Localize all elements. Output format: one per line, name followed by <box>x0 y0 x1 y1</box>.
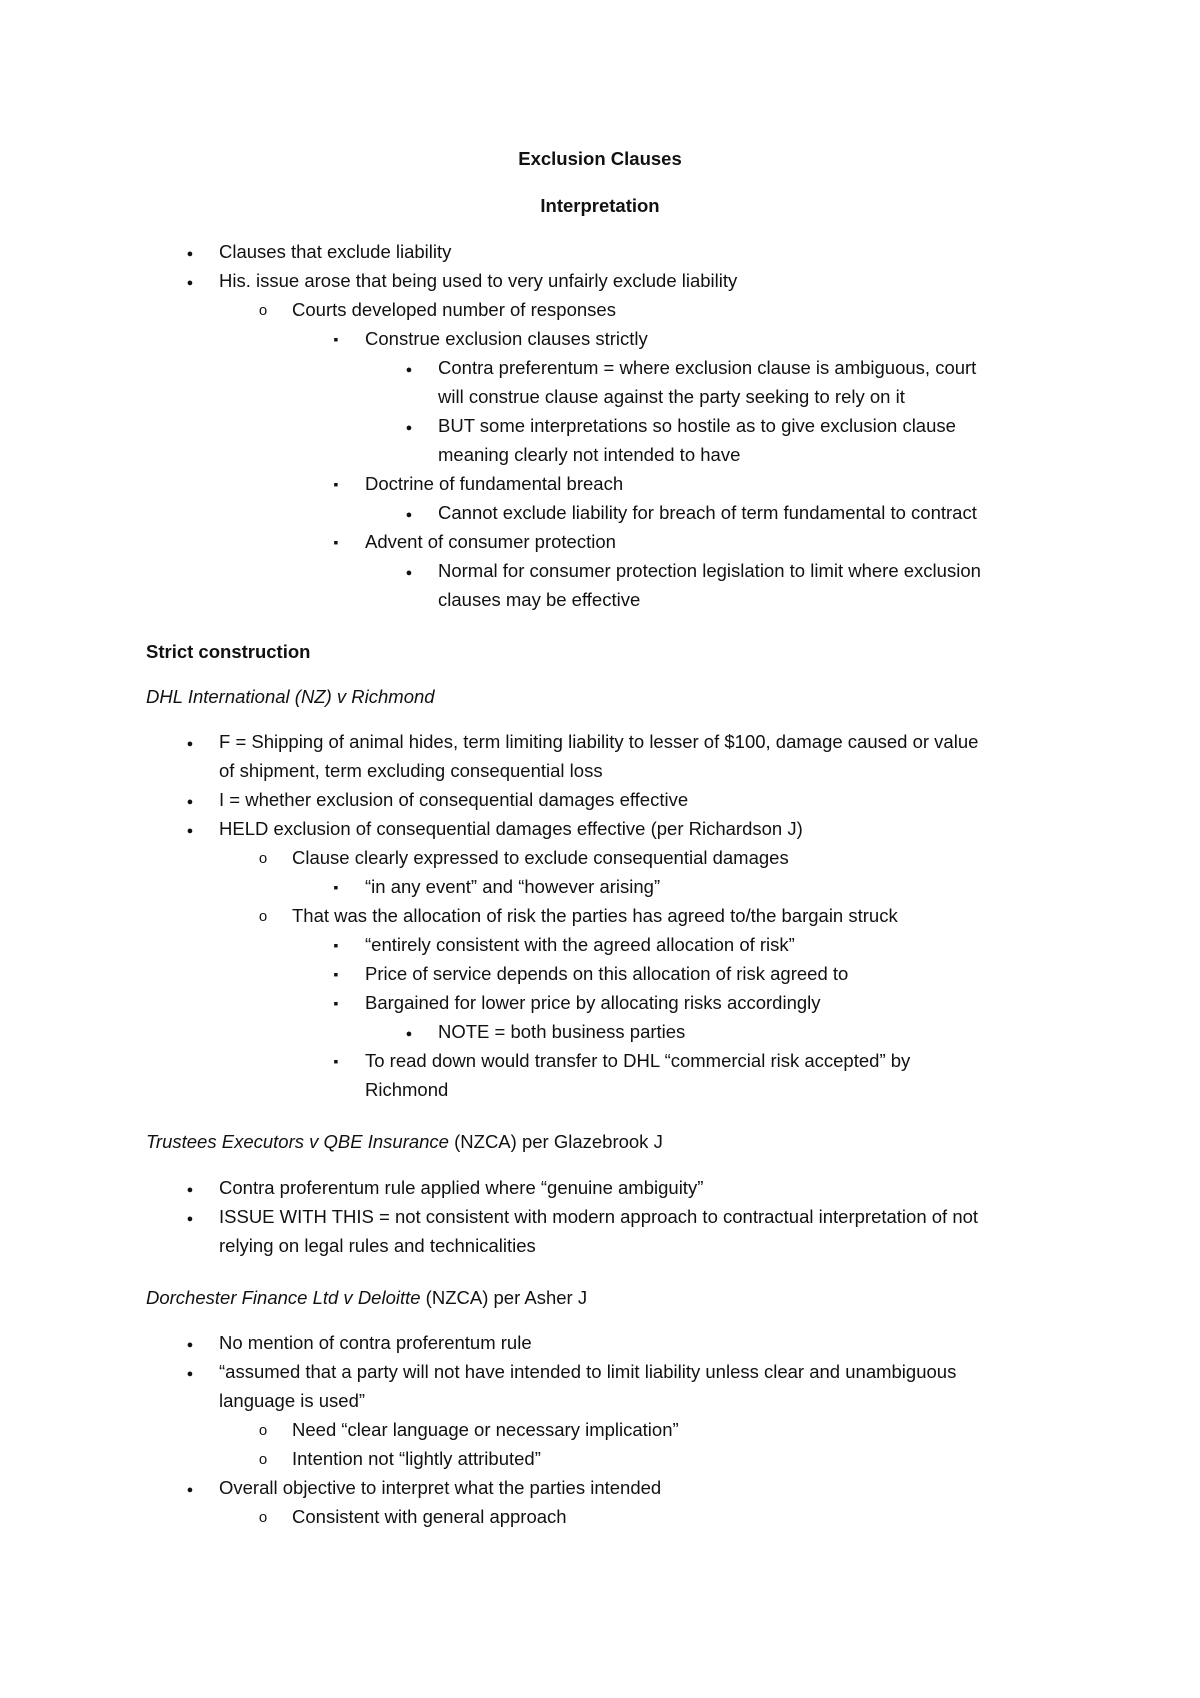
bullet-dot <box>180 1205 200 1231</box>
list-item: Contra preferentum = where exclusion clause is ambiguous, court <box>438 357 977 378</box>
list-item: That was the allocation of risk the parties has agreed to/the bargain struck <box>292 905 898 926</box>
section-title-interpretation: Interpretation <box>540 195 660 216</box>
bullet-dot <box>180 240 200 266</box>
bullet-dot <box>180 269 200 295</box>
case-title: Trustees Executors v QBE Insurance <box>146 1131 449 1152</box>
document-title: Exclusion Clauses <box>518 148 682 169</box>
list-item: Overall objective to interpret what the parties intended <box>219 1477 662 1498</box>
bullet-square <box>326 933 346 957</box>
list-item: Cannot exclude liability for breach of term fundamental to contract <box>438 502 977 523</box>
case-title: Dorchester Finance Ltd v Deloitte <box>146 1287 421 1308</box>
case-name <box>146 1130 663 1154</box>
bullet-dot <box>180 1476 200 1502</box>
list-item: Construe exclusion clauses strictly <box>365 328 648 349</box>
list-item-continuation: will construe clause against the party seeking to rely on it <box>438 386 905 407</box>
bullet-dot <box>180 730 200 756</box>
list-item: Doctrine of fundamental breach <box>365 473 624 494</box>
list-item: Advent of consumer protection <box>365 531 616 552</box>
list-item-continuation: of shipment, term excluding consequential loss <box>219 760 603 781</box>
case-court: (NZCA) per Glazebrook J <box>448 1131 663 1152</box>
bullet-circle <box>253 904 273 929</box>
case-court: (NZCA) per Asher J <box>420 1287 588 1308</box>
list-item: Bargained for lower price by allocating risks accordingly <box>365 992 821 1013</box>
list-item-continuation: relying on legal rules and technicalities <box>219 1235 536 1256</box>
list-item-continuation: clauses may be effective <box>438 589 641 610</box>
case-name <box>146 685 435 709</box>
list-item: Normal for consumer protection legislation to limit where exclusion <box>438 560 981 581</box>
list-item-continuation: meaning clearly not intended to have <box>438 444 741 465</box>
list-item: To read down would transfer to DHL “commercial risk accepted” by <box>365 1050 911 1071</box>
list-item: No mention of contra proferentum rule <box>219 1332 532 1353</box>
list-item: BUT some interpretations so hostile as to give exclusion clause <box>438 415 956 436</box>
list-item: F = Shipping of animal hides, term limiting liability to lesser of $100, damage caused or value <box>219 731 979 752</box>
bullet-circle <box>253 1418 273 1443</box>
bullet-dot <box>180 1360 200 1386</box>
bullet-square <box>326 1049 346 1073</box>
list-item: Clauses that exclude liability <box>219 241 452 262</box>
bullet-square <box>326 472 346 496</box>
list-item: Contra proferentum rule applied where “genuine ambiguity” <box>219 1177 704 1198</box>
section-heading-strict-construction: Strict construction <box>146 641 311 662</box>
bullet-dot <box>180 1331 200 1357</box>
list-item: I = whether exclusion of consequential damages effective <box>219 789 689 810</box>
list-item: Consistent with general approach <box>292 1506 567 1527</box>
bullet-square <box>326 875 346 899</box>
list-item: “entirely consistent with the agreed allocation of risk” <box>365 934 795 955</box>
list-item: Need “clear language or necessary implication” <box>292 1419 679 1440</box>
bullet-circle <box>253 298 273 323</box>
list-item: ISSUE WITH THIS = not consistent with modern approach to contractual interpretation of not <box>219 1206 979 1227</box>
bullet-dot <box>180 817 200 843</box>
case-name <box>146 1286 587 1310</box>
list-item: HELD exclusion of consequential damages effective (per Richardson J) <box>219 818 803 839</box>
bullet-dot <box>399 356 419 382</box>
list-item-continuation: Richmond <box>365 1079 449 1100</box>
bullet-dot <box>399 1020 419 1046</box>
bullet-square <box>326 530 346 554</box>
bullet-circle <box>253 1505 273 1530</box>
bullet-dot <box>180 1176 200 1202</box>
list-item: “in any event” and “however arising” <box>365 876 661 897</box>
list-item: Courts developed number of responses <box>292 299 616 320</box>
list-item: Clause clearly expressed to exclude consequential damages <box>292 847 789 868</box>
list-item: Price of service depends on this allocation of risk agreed to <box>365 963 849 984</box>
case-title: DHL International (NZ) v Richmond <box>146 686 435 707</box>
bullet-circle <box>253 846 273 871</box>
list-item: “assumed that a party will not have intended to limit liability unless clear and unambiguous <box>219 1361 957 1382</box>
list-item: His. issue arose that being used to very unfairly exclude liability <box>219 270 738 291</box>
bullet-dot <box>180 788 200 814</box>
list-item: NOTE = both business parties <box>438 1021 686 1042</box>
bullet-dot <box>399 501 419 527</box>
bullet-square <box>326 327 346 351</box>
bullet-dot <box>399 559 419 585</box>
bullet-dot <box>399 414 419 440</box>
bullet-square <box>326 962 346 986</box>
list-item-continuation: language is used” <box>219 1390 366 1411</box>
bullet-circle <box>253 1447 273 1472</box>
list-item: Intention not “lightly attributed” <box>292 1448 541 1469</box>
bullet-square <box>326 991 346 1015</box>
